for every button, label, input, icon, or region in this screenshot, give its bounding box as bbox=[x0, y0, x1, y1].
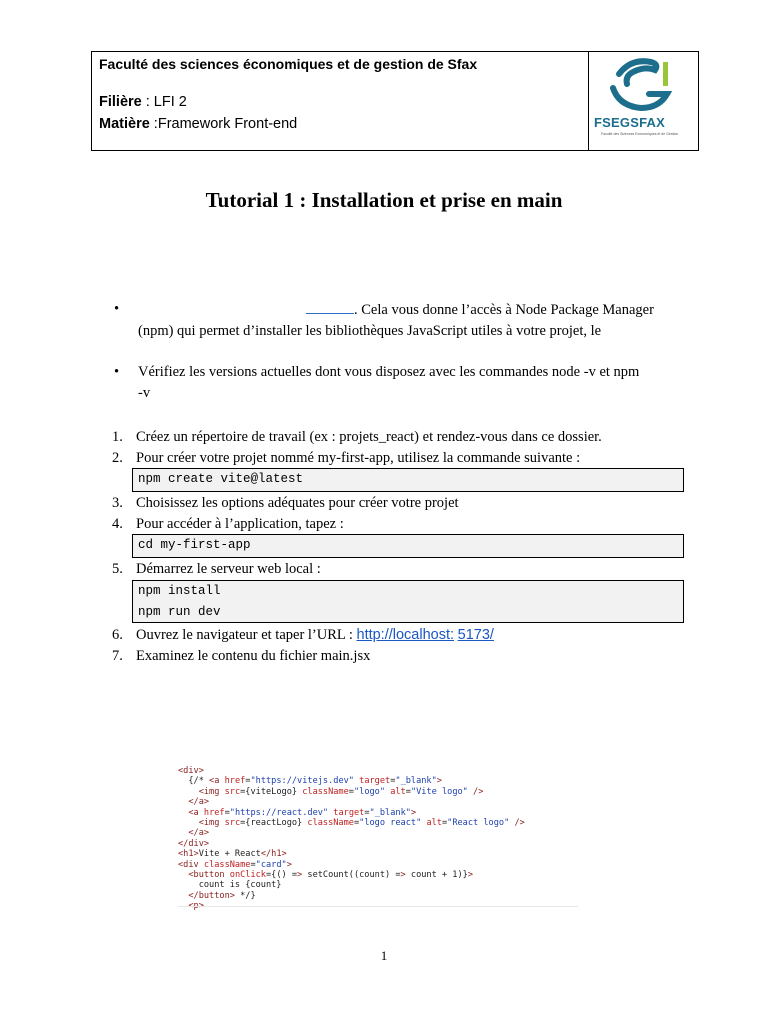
matiere-value: :Framework Front-end bbox=[149, 116, 298, 132]
code-line: <a href="https://react.dev" target="_blank"> bbox=[188, 807, 417, 818]
code-line: <div> bbox=[178, 766, 204, 776]
code-line: </a> bbox=[188, 828, 210, 839]
step-item: 4. Pour accéder à l’application, tapez : bbox=[112, 516, 344, 532]
code-line: <h1>Vite + React</h1> bbox=[178, 849, 287, 860]
faculty-name: Faculté des sciences économiques et de gestion de Sfax bbox=[99, 56, 478, 72]
command-line: npm create vite@latest bbox=[138, 472, 304, 486]
step-item: 7. Examinez le contenu du fichier main.jsx bbox=[112, 648, 371, 664]
tutorial-title: Tutorial 1 : Installation et prise en main bbox=[205, 188, 563, 212]
localhost-link[interactable]: http://localhost: bbox=[356, 627, 455, 643]
command-box bbox=[132, 534, 684, 558]
code-line: </a> bbox=[188, 797, 210, 808]
matiere-label: Matière bbox=[99, 116, 150, 132]
filiere-row bbox=[99, 94, 187, 110]
blank-link-placeholder bbox=[306, 299, 354, 314]
step-item: 5. Démarrez le serveur web local : bbox=[112, 561, 321, 577]
code-line: <img src={viteLogo} className="logo" alt="Vite logo" /> bbox=[198, 786, 484, 797]
fseg-logo bbox=[589, 52, 698, 150]
code-line: count is {count} bbox=[178, 880, 282, 891]
code-line: <button onClick={() => setCount((count) => count + 1)}> bbox=[188, 869, 473, 880]
bullet-line: Vérifiez les versions actuelles dont vous disposez avec les commandes node -v et npm bbox=[138, 364, 640, 380]
code-line: <img src={reactLogo} className="logo react" alt="React logo" /> bbox=[198, 817, 525, 828]
port-link[interactable]: 5173/ bbox=[457, 627, 494, 643]
command-line: cd my-first-app bbox=[138, 538, 251, 552]
code-line: <div className="card"> bbox=[178, 859, 292, 870]
current-line-highlight bbox=[178, 906, 578, 907]
code-line: <p> bbox=[188, 901, 204, 912]
fseg-logo-icon bbox=[589, 54, 698, 114]
step-item: 6. Ouvrez le navigateur et taper l’URL : http://localhost: 5173/ bbox=[112, 627, 494, 643]
command-line: npm install bbox=[138, 584, 221, 598]
step-item: 3. Choisissez les options adéquates pour créer votre projet bbox=[112, 495, 459, 511]
command-line: npm run dev bbox=[138, 605, 221, 619]
step-item: 1. Créez un répertoire de travail (ex : projets_react) et rendez-vous dans ce dossier. bbox=[112, 429, 602, 445]
logo-wordmark: FSEGSFAX bbox=[594, 115, 665, 130]
filiere-label: Filière bbox=[99, 94, 142, 110]
bullet-line: . Cela vous donne l’accès à Node Package Manager bbox=[138, 299, 688, 321]
command-box bbox=[132, 580, 684, 623]
document-header bbox=[91, 51, 699, 151]
bullet-line: -v bbox=[138, 385, 151, 401]
bullet-dot: • bbox=[114, 364, 120, 380]
command-box bbox=[132, 468, 684, 492]
code-snippet bbox=[178, 766, 578, 934]
code-line: </div> bbox=[178, 838, 210, 849]
matiere-row bbox=[99, 116, 297, 132]
filiere-value: : LFI 2 bbox=[141, 94, 187, 110]
bullet-line: (npm) qui permet d’installer les bibliothèques JavaScript utiles à votre projet, le bbox=[138, 323, 602, 339]
code-line: </button> */} bbox=[188, 890, 256, 901]
bullet-dot: • bbox=[114, 301, 120, 317]
logo-subtext: Faculté des Sciences Economiques et de Gestion bbox=[601, 132, 679, 136]
header-info-cell bbox=[92, 52, 589, 150]
step-item: 2. Pour créer votre projet nommé my-first-app, utilisez la commande suivante : bbox=[112, 450, 581, 466]
code-line: {/* <a href="https://vitejs.dev" target="_blank"> bbox=[178, 776, 442, 787]
page-number: 1 bbox=[380, 948, 388, 963]
